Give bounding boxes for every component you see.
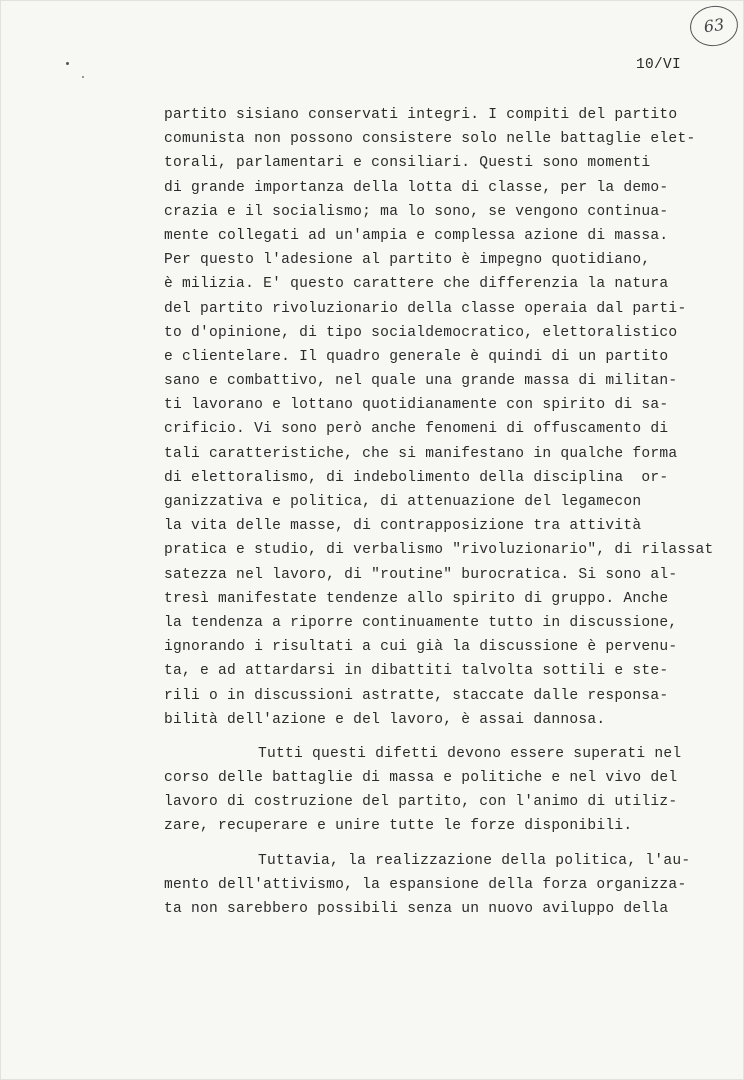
text-line: la vita delle masse, di contrapposizione tra attività <box>164 518 642 535</box>
circled-page-mark: 63 <box>687 3 740 49</box>
ink-speck <box>66 62 69 65</box>
text-line: ignorando i risultati a cui già la discussione è pervenu- <box>164 639 678 656</box>
text-line: del partito rivoluzionario della classe operaia dal parti- <box>164 300 687 317</box>
text-line: crazia e il socialismo; ma lo sono, se vengono continua- <box>164 203 669 220</box>
text-line: sano e combattivo, nel quale una grande massa di militan- <box>164 373 678 390</box>
paragraph <box>164 849 724 922</box>
paragraph-gap <box>164 839 724 849</box>
ink-speck <box>82 76 84 78</box>
text-line: comunista non possono consistere solo nelle battaglie elet- <box>164 131 696 148</box>
text-line: ti lavorano e lottano quotidianamente con spirito di sa- <box>164 397 669 414</box>
text-line: ganizzativa e politica, di attenuazione del legamecon <box>164 494 642 510</box>
text-line: lavoro di costruzione del partito, con l'animo di utiliz- <box>164 794 678 811</box>
text-line: mente collegati ad un'ampia e complessa azione di massa. <box>164 227 669 244</box>
text-line: ta non sarebbero possibili senza un nuovo aviluppo della <box>164 901 669 917</box>
text-line: di elettoralismo, di indebolimento della disciplina or- <box>164 469 669 486</box>
text-line: rili o in discussioni astratte, staccate dalle responsa- <box>164 687 669 704</box>
text-line: Tutti questi difetti devono essere superati nel <box>258 745 682 762</box>
text-line: to d'opinione, di tipo socialdemocratico, elettoralistico <box>164 324 678 341</box>
text-line: zare, recuperare e unire tutte le forze disponibili. <box>164 818 633 835</box>
text-line: pratica e studio, di verbalismo "rivoluzionario", di rilassat <box>164 542 714 559</box>
body-text <box>164 103 724 921</box>
text-line: è milizia. E' questo carattere che differenzia la natura <box>164 276 669 293</box>
text-line: Tuttavia, la realizzazione della politica, l'au- <box>258 852 691 869</box>
text-line: di grande importanza della lotta di classe, per la demo- <box>164 179 669 196</box>
text-line: crificio. Vi sono però anche fenomeni di offuscamento di <box>164 421 669 438</box>
page-number: 10/VI <box>636 57 682 73</box>
text-line: ta, e ad attardarsi in dibattiti talvolta sottili e ste- <box>164 663 669 680</box>
text-line: tresì manifestate tendenze allo spirito di gruppo. Anche <box>164 590 669 607</box>
paragraph-gap <box>164 732 724 742</box>
text-line: Per questo l'adesione al partito è impegno quotidiano, <box>164 252 651 269</box>
text-line: satezza nel lavoro, di "routine" burocratica. Si sono al- <box>164 566 678 583</box>
text-line: bilità dell'azione e del lavoro, è assai dannosa. <box>164 711 606 728</box>
text-line: corso delle battaglie di massa e politiche e nel vivo del <box>164 770 678 787</box>
text-line: torali, parlamentari e consiliari. Questi sono momenti <box>164 155 651 172</box>
text-line: e clientelare. Il quadro generale è quindi di un partito <box>164 348 669 365</box>
text-line: mento dell'attivismo, la espansione della forza organizza- <box>164 876 687 893</box>
text-line: tali caratteristiche, che si manifestano in qualche forma <box>164 445 678 462</box>
paragraph <box>164 742 724 839</box>
paragraph <box>164 103 724 732</box>
text-line: la tendenza a riporre continuamente tutto in discussione, <box>164 614 678 631</box>
text-line: partito sisiano conservati integri. I compiti del partito <box>164 107 678 123</box>
